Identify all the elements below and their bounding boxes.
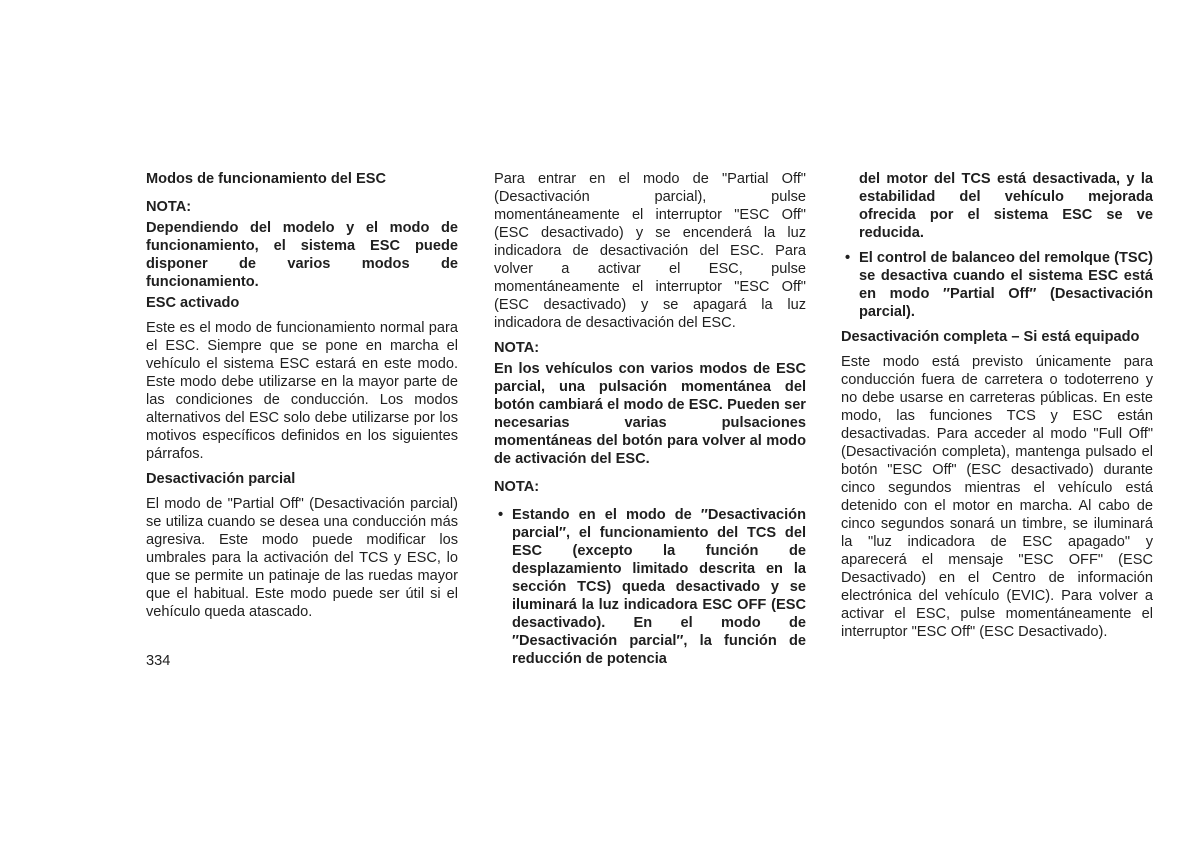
paragraph-esc-on: Este es el modo de funcionamiento normal para el ESC. Siempre que se pone en marcha el vehículo el sistema ESC estará en este modo. Este modo debe utilizarse en la mayor parte de las condiciones de conducción. Los modos alternativos del ESC solo debe utilizarse por los motivos específicos definidos en los siguientes párrafos. <box>146 320 458 462</box>
note-text: Dependiendo del modelo y el modo de funcionamiento, el sistema ESC puede disponer de varios modos de funcionamiento. <box>146 220 458 290</box>
bullet-text: El control de balanceo del remolque (TSC) se desactiva cuando el sistema ESC está en modo ″Partial Off″ (Desactivación parcial). <box>859 250 1153 320</box>
note-label: NOTA: <box>494 479 540 495</box>
bullet-item <box>841 249 1153 321</box>
page-number: 334 <box>146 653 171 669</box>
paragraph-enter-partial: Para entrar en el modo de "Partial Off" (Desactivación parcial), pulse momentáneamente el interruptor "ESC Off" (ESC desactivado) y se encenderá la luz indicadora de desactivación del ESC. Para volver a activar el ESC, pulse momentáneamente el interruptor "ESC Off" (ESC desactivado) y se apagará la luz indicadora de desactivación del ESC. <box>494 171 806 331</box>
note-label: NOTA: <box>494 340 540 356</box>
bullet-text: Estando en el modo de ″Desactivación parcial″, el funcionamiento del TCS del ESC (excepto la función de desplazamiento limitado descrita en la sección TCS) queda desactivado y se iluminará la luz indicadora ESC OFF (ESC desactivado). En el modo de ″Desactivación parcial″, la función de reducción de potencia <box>512 507 806 667</box>
bullet-icon: • <box>845 250 851 266</box>
heading-full-off: Desactivación completa – Si está equipado <box>841 329 1140 345</box>
column-right <box>841 170 1153 641</box>
note-text: En los vehículos con varios modos de ESC parcial, una pulsación momentánea del botón cambiará el modo de ESC. Pueden ser necesarias varias pulsaciones momentáneas del botón para volver al modo de activación del ESC. <box>494 361 806 467</box>
heading-partial-off: Desactivación parcial <box>146 471 296 487</box>
heading-esc-modes: Modos de funcionamiento del ESC <box>146 171 386 187</box>
heading-esc-on: ESC activado <box>146 295 240 311</box>
bullet-icon: • <box>498 507 504 523</box>
paragraph-partial-off: El modo de "Partial Off" (Desactivación parcial) se utiliza cuando se desea una conducción más agresiva. Este modo puede modificar los umbrales para la activación del TCS y ESC, lo que se permite un patinaje de las ruedas mayor que el habitual. Este modo puede ser útil si el vehículo queda atascado. <box>146 496 458 620</box>
bullet-item <box>494 506 806 668</box>
column-middle <box>494 170 806 668</box>
bullet-item-continued <box>841 170 1153 242</box>
column-left <box>146 170 458 621</box>
paragraph-full-off: Este modo está previsto únicamente para conducción fuera de carretera o todoterreno y no debe usarse en carreteras públicas. En este modo, las funciones TCS y ESC están desactivadas. Para acceder al modo "Full Off" (Desactivación completa), mantenga pulsado el botón "ESC Off" (ESC desactivado) durante cinco segundos mientras el vehículo está detenido con el motor en marcha. Al cabo de cinco segundos sonará un timbre, se iluminará la "luz indicadora de ESC apagado" y aparecerá el mensaje "ESC OFF" (ESC Desactivado) en el Centro de información electrónica del vehículo (EVIC). Para volver a activar el ESC, pulse momentáneamente el interruptor "ESC Off" (ESC Desactivado). <box>841 354 1153 640</box>
bullet-text-continued: del motor del TCS está desactivada, y la estabilidad del vehículo mejorada ofrecida por el sistema ESC se ve reducida. <box>859 171 1153 241</box>
note-label: NOTA: <box>146 199 192 215</box>
